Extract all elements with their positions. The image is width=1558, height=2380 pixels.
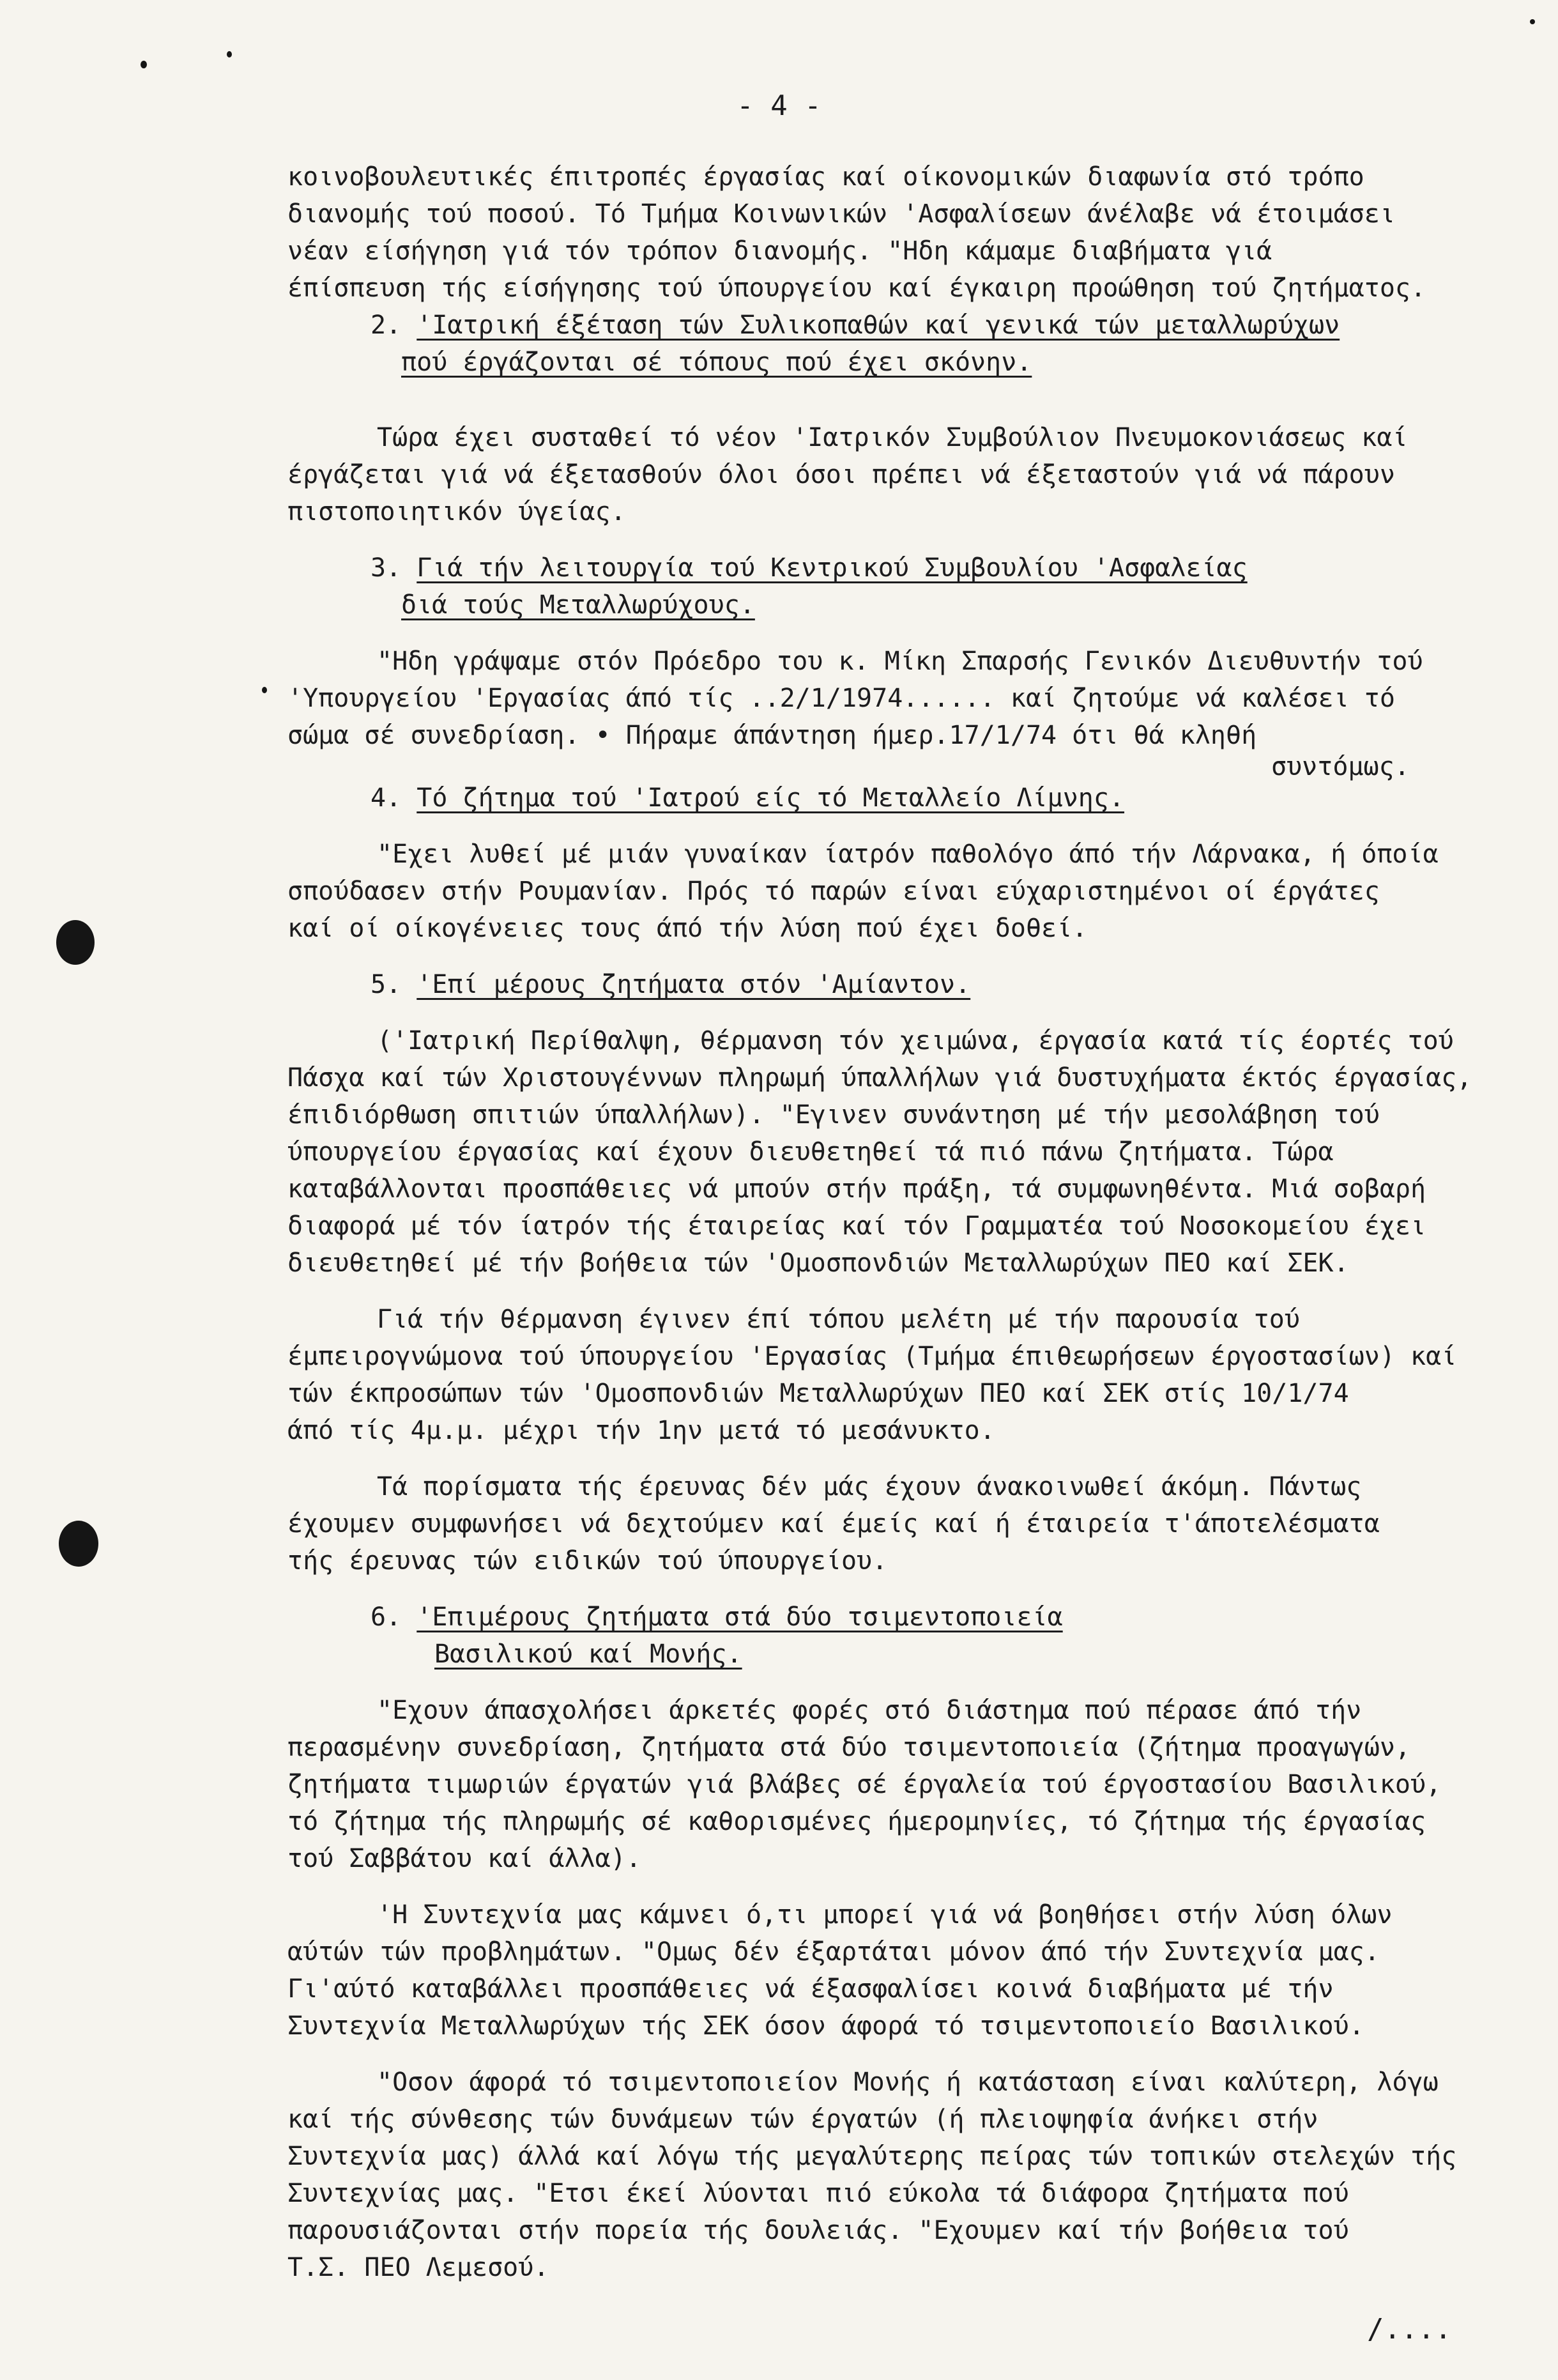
text-line: καταβάλλονται προσπάθειες νά μπούν στήν πράξη, τά συμφωνηθέντα. Μιά σοβαρή bbox=[287, 1174, 1426, 1204]
text-line: περασμένην συνεδρίαση, ζητήματα στά δύο τσιμεντοποιεία (ζήτημα προαγωγών, bbox=[287, 1733, 1410, 1762]
text-line: 'Υπουργείου 'Εργασίας άπό τίς ..2/1/1974...... καί ζητούμε νά καλέσει τό bbox=[287, 684, 1395, 713]
text-line: διαφορά μέ τόν ίατρόν τής έταιρείας καί τόν Γραμματέα τού Νοσοκομείου έχει bbox=[287, 1211, 1426, 1241]
section-title: Βασιλικού καί Μονής. bbox=[434, 1639, 742, 1669]
section-heading-2 bbox=[287, 307, 1501, 344]
text-line: έχουμεν συμφωνήσει νά δεχτούμεν καί έμείς καί ή έταιρεία τ'άποτελέσματα bbox=[287, 1509, 1380, 1539]
text-line: Συντεχνία Μεταλλωρύχων τής ΣΕΚ όσον άφορά τό τσιμεντοποιείο Βασιλικού. bbox=[287, 2011, 1364, 2041]
text-line: καί τής σύνθεσης τών δυνάμεων τών έργατών (ή πλειοψηφία άνήκει στήν bbox=[287, 2105, 1318, 2134]
scan-speck bbox=[227, 51, 232, 58]
text-line: διευθετηθεί μέ τήν βοήθεια τών 'Ομοσπονδιών Μεταλλωρύχων ΠΕΟ καί ΣΕΚ. bbox=[287, 1248, 1349, 1278]
section-title: 'Επί μέρους ζητήματα στόν 'Αμίαντον. bbox=[416, 970, 971, 999]
section-title: Γιά τήν λειτουργία τού Κεντρικού Συμβουλίου 'Ασφαλείας bbox=[416, 553, 1248, 583]
scan-speck bbox=[262, 687, 267, 693]
page-number: - 4 - bbox=[737, 89, 821, 122]
text-line: διανομής τού ποσού. Τό Τμήμα Κοινωνικών 'Ασφαλίσεων άνέλαβε νά έτοιμάσει bbox=[287, 199, 1395, 229]
text-line: Πάσχα καί τών Χριστουγέννων πληρωμή ύπαλλήλων γιά δυστυχήματα έκτός έργασίας, bbox=[287, 1063, 1472, 1093]
document-body bbox=[287, 158, 1501, 2286]
text-line: ζητήματα τιμωριών έργατών γιά βλάβες σέ έργαλεία τού έργοστασίου Βασιλικού, bbox=[287, 1770, 1442, 1799]
text-line: ύπουργείου έργασίας καί έχουν διευθετηθεί τά πιό πάνω ζητήματα. Τώρα bbox=[287, 1137, 1334, 1167]
text-line: πιστοποιητικόν ύγείας. bbox=[287, 497, 626, 526]
section-heading-6 bbox=[287, 1599, 1501, 1636]
text-line: "Ηδη γράψαμε στόν Πρόεδρο του κ. Μίκη Σπαρσής Γενικόν Διευθυντήν τού bbox=[377, 647, 1423, 676]
text-line: τού Σαββάτου καί άλλα). bbox=[287, 1844, 641, 1873]
text-line: "Εχει λυθεί μέ μιάν γυναίκαν ίατρόν παθολόγο άπό τήν Λάρνακα, ή όποία bbox=[377, 840, 1439, 869]
text-line: αύτών τών προβλημάτων. "Ομως δέν έξαρτάται μόνον άπό τήν Συντεχνία μας. bbox=[287, 1937, 1380, 1967]
section-number: 5. bbox=[370, 970, 402, 999]
text-line: τό ζήτημα τής πληρωμής σέ καθορισμένες ήμερομηνίες, τό ζήτημα τής έργασίας bbox=[287, 1807, 1426, 1836]
text-line: συντόμως. bbox=[1271, 752, 1410, 781]
section-number: 4. bbox=[370, 783, 402, 813]
section-heading-3 bbox=[287, 549, 1501, 587]
text-line: έπίσπευση τής είσήγησης τού ύπουργείου καί έγκαιρη προώθηση τού ζητήματος. bbox=[287, 273, 1426, 303]
text-line: Τά πορίσματα τής έρευνας δέν μάς έχουν άνακοινωθεί άκόμη. Πάντως bbox=[377, 1472, 1362, 1501]
section-number: 3. bbox=[370, 553, 402, 583]
text-line: Συντεχνίας μας. "Ετσι έκεί λύονται πιό εύκολα τά διάφορα ζητήματα πού bbox=[287, 2179, 1349, 2208]
section-title: 'Επιμέρους ζητήματα στά δύο τσιμεντοποιεία bbox=[416, 1602, 1063, 1632]
text-line: σπούδασεν στήν Ρουμανίαν. Πρός τό παρών είναι εύχαριστημένοι οί έργάτες bbox=[287, 877, 1380, 906]
section-heading-6-cont bbox=[287, 1636, 1501, 1673]
text-line: άπό τίς 4μ.μ. μέχρι τήν 1ην μετά τό μεσάνυκτο. bbox=[287, 1416, 995, 1445]
section-heading-4 bbox=[287, 779, 1501, 817]
text-line: έργάζεται γιά νά έξετασθούν όλοι όσοι πρέπει νά έξεταστούν γιά νά πάρουν bbox=[287, 460, 1395, 489]
text-line: παρουσιάζονται στήν πορεία τής δουλειάς. "Εχουμεν καί τήν βοήθεια τού bbox=[287, 2216, 1349, 2245]
scan-speck bbox=[141, 61, 147, 68]
section-heading-3-cont bbox=[287, 587, 1501, 624]
text-line: "Εχουν άπασχολήσει άρκετές φορές στό διάστημα πού πέρασε άπό τήν bbox=[377, 1696, 1362, 1725]
text-line: έπιδιόρθωση σπιτιών ύπαλλήλων). "Εγινεν συνάντηση μέ τήν μεσολάβηση τού bbox=[287, 1100, 1380, 1130]
section-title: 'Ιατρική έξέταση τών Συλικοπαθών καί γενικά τών μεταλλωρύχων bbox=[416, 311, 1340, 340]
text-line: Γι'αύτό καταβάλλει προσπάθειες νά έξασφαλίσει κοινά διαβήματα μέ τήν bbox=[287, 1974, 1334, 2004]
text-line: Τ.Σ. ΠΕΟ Λεμεσού. bbox=[287, 2253, 549, 2282]
text-line: 'Η Συντεχνία μας κάμνει ό,τι μπορεί γιά νά βοηθήσει στήν λύση όλων bbox=[377, 1900, 1393, 1930]
section-title: διά τούς Μεταλλωρύχους. bbox=[401, 590, 755, 620]
text-line: έμπειρογνώμονα τού ύπουργείου 'Εργασίας (Τμήμα έπιθεωρήσεων έργοστασίων) καί bbox=[287, 1342, 1457, 1371]
section-number: 6. bbox=[370, 1602, 402, 1632]
section-heading-5 bbox=[287, 966, 1501, 1003]
text-line: νέαν είσήγηση γιά τόν τρόπον διανομής. "Ηδη κάμαμε διαβήματα γιά bbox=[287, 236, 1272, 266]
scan-speck bbox=[56, 920, 95, 965]
text-line: ('Ιατρική Περίθαλψη, θέρμανση τόν χειμώνα, έργασία κατά τίς έορτές τού bbox=[377, 1026, 1454, 1056]
scan-speck bbox=[59, 1521, 98, 1567]
text-line: κοινοβουλευτικές έπιτροπές έργασίας καί οίκονομικών διαφωνία στό τρόπο bbox=[287, 162, 1364, 192]
text-line: Τώρα έχει συσταθεί τό νέον 'Ιατρικόν Συμβούλιον Πνευμοκονιάσεως καί bbox=[377, 423, 1408, 452]
text-line: σώμα σέ συνεδρίαση. • Πήραμε άπάντηση ήμερ.17/1/74 ότι θά κληθή bbox=[287, 721, 1257, 750]
continuation-mark: /.... bbox=[1367, 2313, 1452, 2345]
text-line: Γιά τήν θέρμανση έγινεν έπί τόπου μελέτη μέ τήν παρουσία τού bbox=[377, 1305, 1300, 1334]
text-line: τών έκπροσώπων τών 'Ομοσπονδιών Μεταλλωρύχων ΠΕΟ καί ΣΕΚ στίς 10/1/74 bbox=[287, 1379, 1349, 1408]
text-line: "Οσον άφορά τό τσιμεντοποιείον Μονής ή κατάσταση είναι καλύτερη, λόγω bbox=[377, 2068, 1439, 2097]
section-title: Τό ζήτημα τού 'Ιατρού είς τό Μεταλλείο Λίμνης. bbox=[416, 783, 1125, 813]
section-title: πού έργάζονται σέ τόπους πού έχει σκόνην. bbox=[401, 348, 1032, 377]
text-line: καί οί οίκογένειες τους άπό τήν λύση πού έχει δοθεί. bbox=[287, 914, 1088, 943]
section-number: 2. bbox=[370, 311, 402, 340]
scan-speck bbox=[1530, 19, 1535, 24]
text-line: τής έρευνας τών ειδικών τού ύπουργείου. bbox=[287, 1546, 888, 1576]
text-line: Συντεχνία μας) άλλά καί λόγω τής μεγαλύτερης πείρας τών τοπικών στελεχών τής bbox=[287, 2142, 1457, 2171]
section-heading-2-cont bbox=[287, 344, 1501, 381]
